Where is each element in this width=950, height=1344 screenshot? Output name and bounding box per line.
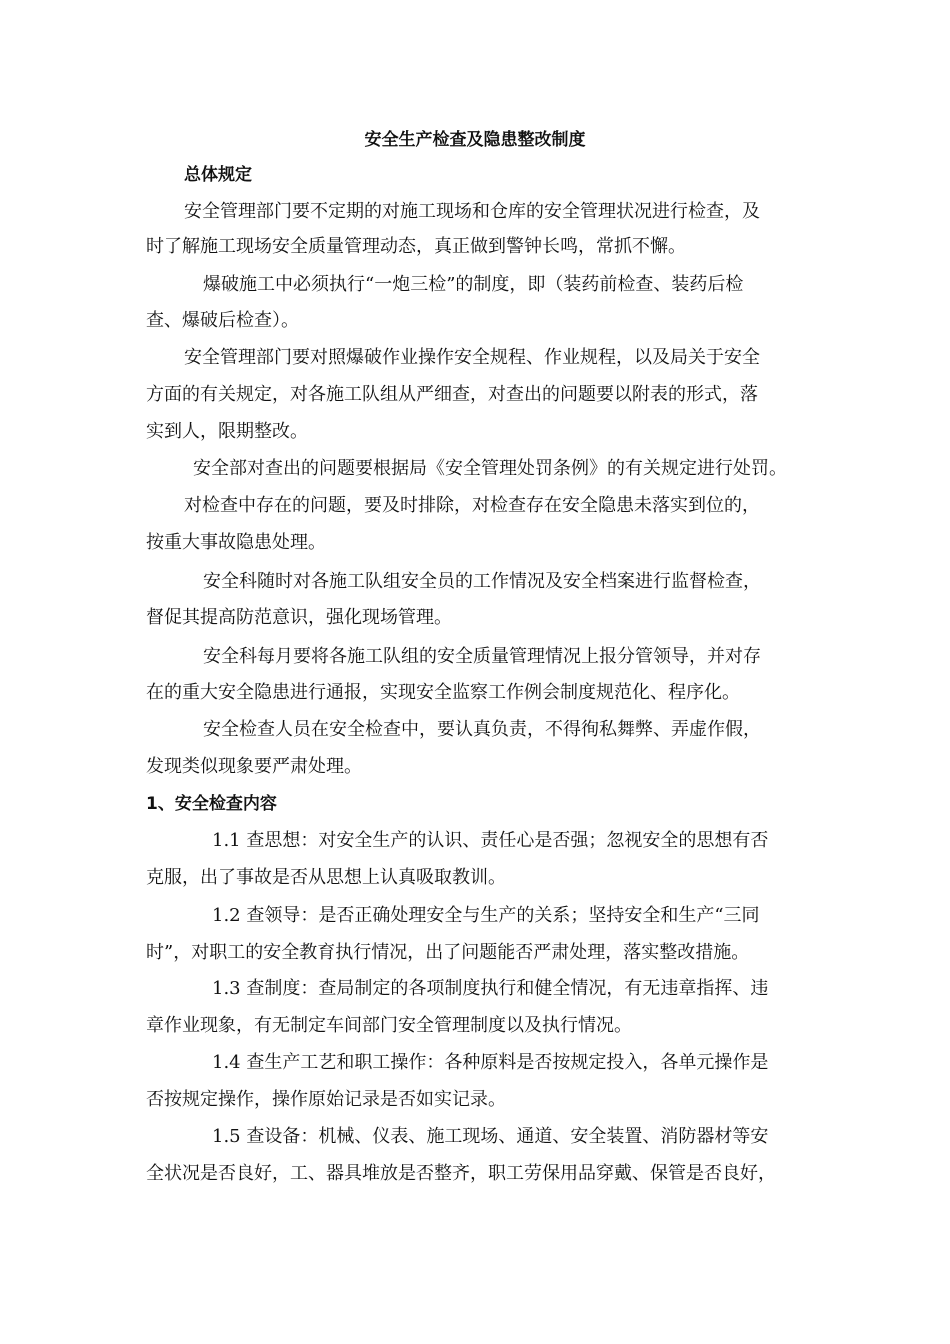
section-heading-1: 1、安全检查内容	[146, 794, 277, 814]
paragraph-line: 安全管理部门要不定期的对施工现场和仓库的安全管理状况进行检查，及	[184, 201, 760, 222]
paragraph-line: 安全管理部门要对照爆破作业操作安全规程、作业规程，以及局关于安全	[184, 347, 760, 368]
paragraph-line: 按重大事故隐患处理。	[146, 532, 326, 553]
list-item-line: 1.5 查设备：机械、仪表、施工现场、通道、安全装置、消防器材等安	[212, 1126, 769, 1147]
paragraph-line: 督促其提高防范意识，强化现场管理。	[146, 607, 452, 628]
paragraph-line: 方面的有关规定，对各施工队组从严细查，对查出的问题要以附表的形式，落	[146, 384, 758, 405]
section-heading-general: 总体规定	[184, 165, 252, 185]
list-item-line: 1.3 查制度：查局制定的各项制度执行和健全情况，有无违章指挥、违	[212, 978, 769, 999]
paragraph-line: 爆破施工中必须执行“一炮三检”的制度，即（装药前检查、装药后检	[203, 274, 744, 295]
list-item-line: 1.1 查思想：对安全生产的认识、责任心是否强；忽视安全的思想有否	[212, 830, 769, 851]
paragraph-line: 安全科随时对各施工队组安全员的工作情况及安全档案进行监督检查，	[203, 571, 761, 592]
paragraph-line: 安全科每月要将各施工队组的安全质量管理情况上报分管领导，并对存	[203, 646, 761, 667]
paragraph-line: 安全检查人员在安全检查中，要认真负责，不得徇私舞弊、弄虚作假，	[203, 719, 761, 740]
paragraph-line: 实到人，限期整改。	[146, 421, 308, 442]
list-item-line: 1.2 查领导：是否正确处理安全与生产的关系；坚持安全和生产“三同	[212, 905, 760, 926]
paragraph-line: 在的重大安全隐患进行通报，实现安全监察工作例会制度规范化、程序化。	[146, 682, 740, 703]
list-item-line: 时”，对职工的安全教育执行情况，出了问题能否严肃处理，落实整改措施。	[146, 942, 750, 963]
list-item-line: 章作业现象，有无制定车间部门安全管理制度以及执行情况。	[146, 1015, 632, 1036]
paragraph-line: 发现类似现象要严肃处理。	[146, 756, 362, 777]
list-item-line: 否按规定操作，操作原始记录是否如实记录。	[146, 1089, 506, 1110]
list-item-line: 克服，出了事故是否从思想上认真吸取教训。	[146, 867, 506, 888]
document-title: 安全生产检查及隐患整改制度	[364, 130, 586, 150]
paragraph-line: 安全部对查出的问题要根据局《安全管理处罚条例》的有关规定进行处罚。	[193, 458, 787, 479]
list-item-line: 全状况是否良好，工、器具堆放是否整齐，职工劳保用品穿戴、保管是否良好，	[146, 1163, 776, 1184]
paragraph-line: 查、爆破后检查）。	[146, 310, 299, 331]
list-item-line: 1.4 查生产工艺和职工操作：各种原料是否按规定投入，各单元操作是	[212, 1052, 769, 1073]
paragraph-line: 对检查中存在的问题，要及时排除，对检查存在安全隐患未落实到位的，	[184, 495, 760, 516]
paragraph-line: 时了解施工现场安全质量管理动态，真正做到警钟长鸣，常抓不懈。	[146, 236, 686, 257]
